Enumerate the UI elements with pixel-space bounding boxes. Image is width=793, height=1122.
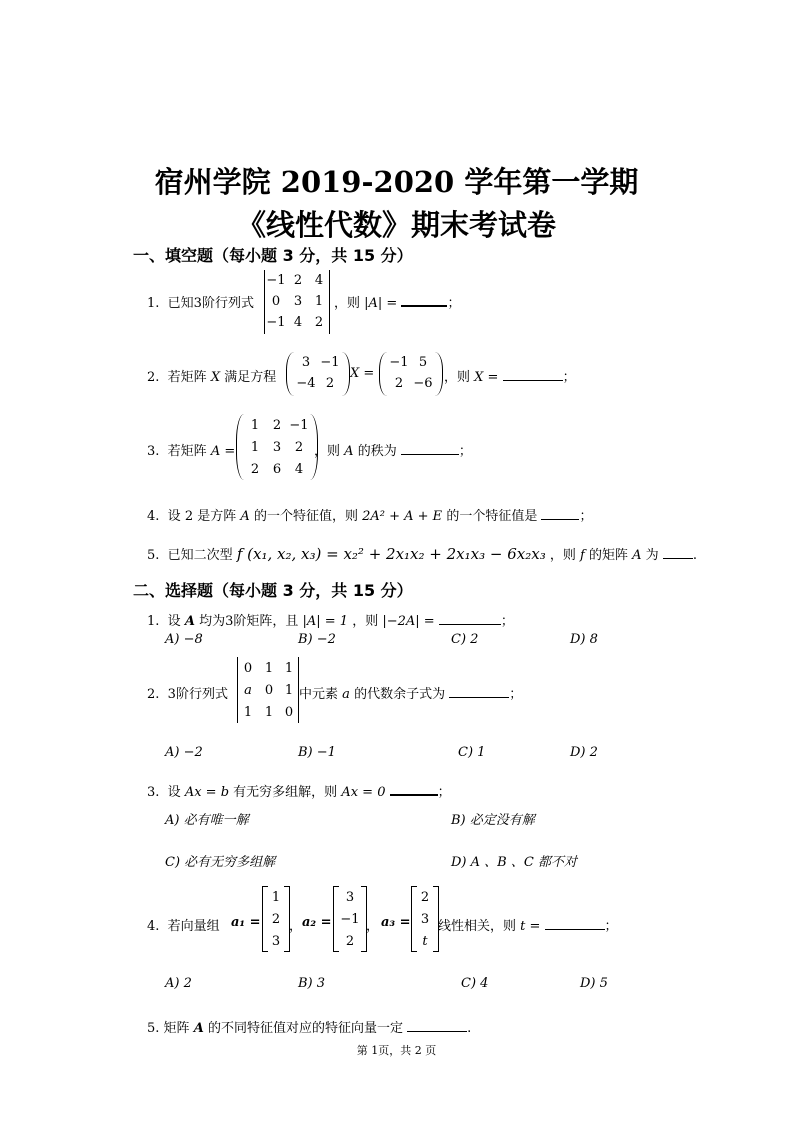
- s1-q3-text: 3. 若矩阵 A =: [147, 444, 236, 459]
- s1-q1-number: 1.: [147, 296, 160, 311]
- s2-q4-v2-cell: −1: [340, 911, 360, 927]
- s1-q1-matrix-cell: −1: [266, 315, 286, 330]
- s2-q1-text: 1. 设 A 均为3阶矩阵，且 |A| = 1 ，则 |−2A| = ；: [147, 614, 514, 629]
- s2-q2-text: 2. 3阶行列式: [147, 687, 228, 702]
- s1-q4-blank[interactable]: [541, 507, 579, 520]
- s1-q1-matrix-cell: 2: [314, 315, 324, 330]
- s2-q2-matrix-cell: 1: [284, 660, 294, 676]
- s1-q2-m1-cell: 2: [325, 376, 335, 391]
- s1-q1-matrix-cell: 4: [293, 315, 303, 330]
- s2-q4-v3-cell: 3: [420, 911, 430, 927]
- s1-q5-quadratic-form: f (x₁, x₂, x₃) = x₂² + 2x₁x₂ + 2x₁x₃ − 6x₂x₃: [236, 545, 546, 563]
- s2-q4-tail: 线性相关，则 t = ；: [438, 919, 618, 934]
- s2-q2-matrix-cell: a: [244, 682, 252, 698]
- s2-q4-blank[interactable]: [545, 917, 605, 930]
- s1-q5-text: 5. 已知二次型 f (x₁, x₂, x₃) = x₂² + 2x₁x₂ + 2x₁x₃ − 6x₂x₃ ，则 f 的矩阵 A 为 .: [147, 545, 697, 563]
- s2-q2-matrix-cell: 0: [243, 660, 253, 676]
- s2-q3-blank[interactable]: [390, 782, 438, 796]
- s1-q2-Xeq: X =: [350, 366, 375, 381]
- s1-q3-matrix-cell: −1: [289, 417, 309, 433]
- s2-q2-option-a[interactable]: A) −2: [165, 745, 203, 760]
- s2-q1-option-c[interactable]: C) 2: [451, 632, 479, 647]
- s1-q1-matrix-cell: 1: [314, 294, 324, 309]
- s1-q2-blank[interactable]: [503, 368, 563, 381]
- s2-q4-v3-cell: 2: [420, 889, 430, 905]
- s2-q4-option-c[interactable]: C) 4: [461, 976, 489, 991]
- s2-q1-option-a[interactable]: A) −8: [165, 632, 203, 647]
- s2-q5-text: 5. 矩阵 A 的不同特征值对应的特征向量一定 .: [147, 1021, 472, 1036]
- s2-q3-option-c[interactable]: C) 必有无穷多组解: [165, 855, 276, 870]
- s2-q4-v3-cell: t: [422, 933, 428, 949]
- s1-q5-blank[interactable]: [663, 546, 693, 559]
- s2-q4-vector-a2: [333, 886, 367, 952]
- s1-q3-matrix-cell: 2: [272, 417, 282, 433]
- exam-title-line2: 《线性代数》期末考试卷: [236, 208, 556, 242]
- s1-q1-prefix: 已知3阶行列式: [167, 296, 254, 311]
- s2-q4-a2-label: a₂ =: [302, 915, 332, 930]
- s2-q2-matrix-cell: 0: [284, 704, 294, 720]
- s2-q1-blank[interactable]: [439, 612, 501, 625]
- s1-q1-blank[interactable]: [401, 293, 447, 307]
- s2-q4-v1-cell: 3: [271, 933, 281, 949]
- s1-q1-text: [147, 292, 254, 311]
- s1-q2-m2-cell: −1: [389, 355, 409, 370]
- s1-q2-m2-cell: −6: [413, 376, 433, 391]
- s1-q1-matrix-cell: 4: [314, 273, 324, 288]
- page-footer: 第 1页，共 2 页: [356, 1044, 437, 1057]
- s2-q2-option-c[interactable]: C) 1: [458, 745, 486, 760]
- s2-q2-tail: 中元素 a 的代数余子式为 ；: [299, 687, 523, 702]
- section2-heading: 二、选择题（每小题 3 分，共 15 分）: [133, 581, 413, 600]
- section1-heading: 一、填空题（每小题 3 分，共 15 分）: [133, 246, 413, 265]
- s1-q1-matrix-cell: −1: [266, 273, 286, 288]
- s1-q1-tail: ，则 |A| = ；: [334, 292, 461, 311]
- s2-q4-a1-label: a₁ =: [231, 915, 261, 930]
- s1-q1-matrix-cell: 0: [271, 294, 281, 309]
- s2-q4-v1-cell: 2: [271, 911, 281, 927]
- s1-q1-matrix-cell: 2: [293, 273, 303, 288]
- s1-q3-matrix-cell: 3: [272, 439, 282, 455]
- s2-q2-matrix-cell: 1: [264, 704, 274, 720]
- s2-q2-blank[interactable]: [449, 685, 509, 698]
- s1-q2-tail: ，则 X = ；: [444, 370, 576, 385]
- s2-q1-option-d[interactable]: D) 8: [570, 632, 598, 647]
- s2-q2-matrix-cell: 0: [264, 682, 274, 698]
- s1-q2-m1-cell: 3: [301, 355, 311, 370]
- s1-q2-m1-cell: −1: [320, 355, 340, 370]
- s1-q3-matrix-cell: 1: [250, 439, 260, 455]
- s1-q2-text: 2. 若矩阵 X 满足方程: [147, 370, 277, 385]
- s1-q1-determinant: [264, 270, 330, 334]
- s1-q2-m2-cell: 2: [394, 376, 404, 391]
- s2-q4-a3-label: a₃ =: [381, 915, 411, 930]
- s2-q4-option-b[interactable]: B) 3: [298, 976, 326, 991]
- s2-q3-text: 3. 设 Ax = b 有无穷多组解，则 Ax = 0 ；: [147, 781, 451, 800]
- s1-q3-matrix: [236, 414, 318, 480]
- s1-q1-detA: |A| =: [364, 296, 398, 311]
- s1-q3-matrix-cell: 2: [294, 439, 304, 455]
- s2-q2-matrix-cell: 1: [243, 704, 253, 720]
- s2-q4-text: 4. 若向量组: [147, 919, 220, 934]
- s1-q2-m2-cell: 5: [418, 355, 428, 370]
- s2-q2-option-b[interactable]: B) −1: [298, 745, 336, 760]
- s2-q4-vector-a3: [411, 886, 439, 952]
- s1-q3-matrix-cell: 2: [250, 461, 260, 477]
- s2-q5-blank[interactable]: [407, 1019, 467, 1032]
- s1-q3-matrix-cell: 6: [272, 461, 282, 477]
- s2-q2-matrix-cell: 1: [284, 682, 294, 698]
- s2-q2-determinant: [237, 657, 299, 723]
- s1-q1-matrix-cell: 3: [293, 294, 303, 309]
- s2-q4-vector-a1: [262, 886, 290, 952]
- s1-q2-m1-cell: −4: [296, 376, 316, 391]
- s1-q2-matrix-left: [286, 352, 350, 396]
- exam-title-line1: 宿州学院 2019-2020 学年第一学期: [154, 165, 639, 199]
- s2-q4-v1-cell: 1: [271, 889, 281, 905]
- s2-q2-matrix-cell: 1: [264, 660, 274, 676]
- s2-q4-v2-cell: 2: [345, 933, 355, 949]
- s2-q1-option-b[interactable]: B) −2: [298, 632, 336, 647]
- s1-q3-blank[interactable]: [401, 442, 459, 455]
- s1-q4-expression: 2A² + A + E: [362, 509, 443, 524]
- s2-q4-option-a[interactable]: A) 2: [165, 976, 192, 991]
- s2-q3-option-d[interactable]: D) A 、B 、C 都不对: [451, 855, 577, 870]
- s2-q3-option-b[interactable]: B) 必定没有解: [451, 813, 535, 828]
- s1-q2-matrix-right: [379, 352, 443, 396]
- s1-q3-matrix-cell: 4: [294, 461, 304, 477]
- s2-q4-option-d[interactable]: D) 5: [580, 976, 608, 991]
- s2-q2-option-d[interactable]: D) 2: [570, 745, 598, 760]
- s2-q4-v2-cell: 3: [345, 889, 355, 905]
- s1-q4-text: 4. 设 2 是方阵 A 的一个特征值，则 2A² + A + E 的一个特征值是 ；: [147, 509, 593, 524]
- s2-q3-option-a[interactable]: A) 必有唯一解: [165, 813, 249, 828]
- s1-q3-tail: ，则 A 的秩为 ；: [314, 444, 472, 459]
- s1-q3-matrix-cell: 1: [250, 417, 260, 433]
